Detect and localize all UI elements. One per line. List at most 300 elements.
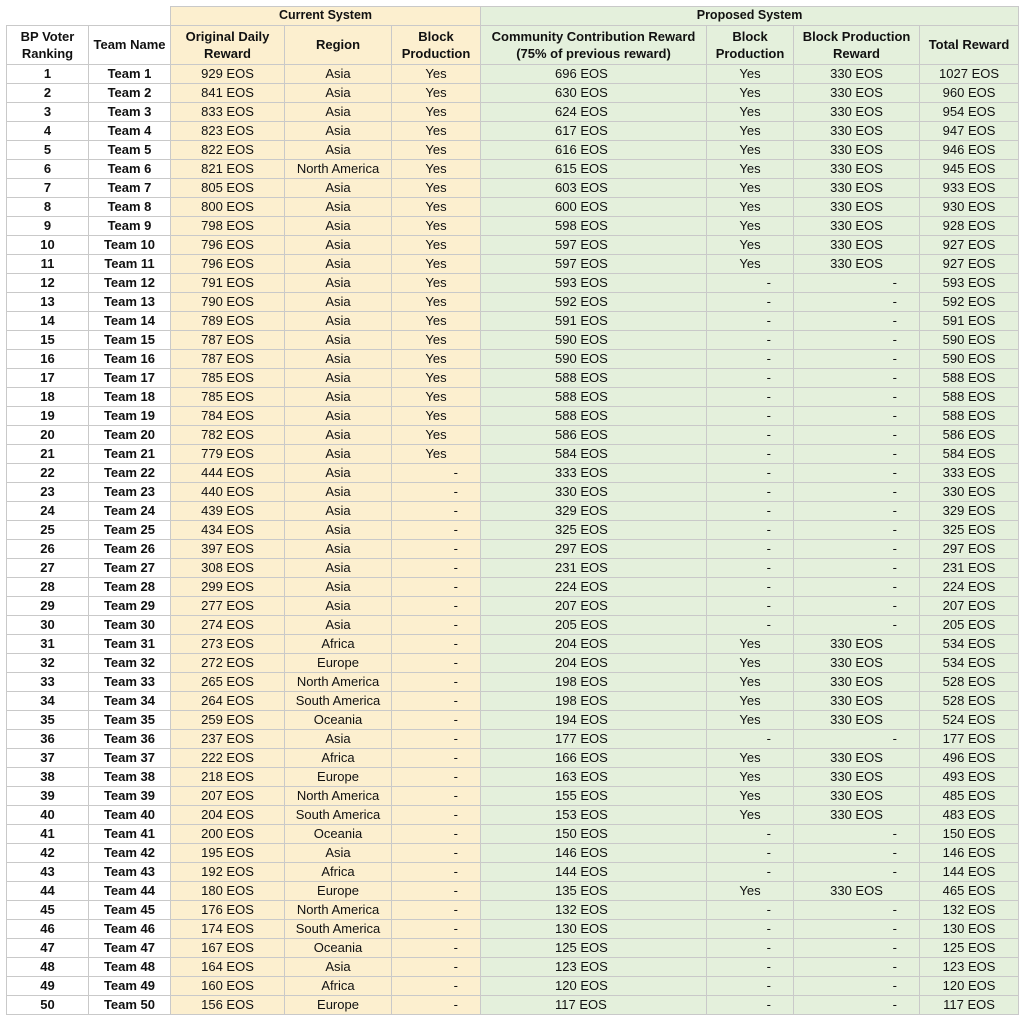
table-row — [7, 862, 1019, 881]
team-name-cell: Team 39 — [89, 786, 171, 805]
community-reward-cell: 204 EOS — [481, 653, 707, 672]
table-row — [7, 64, 1019, 83]
table-row — [7, 748, 1019, 767]
community-reward-cell: 624 EOS — [481, 102, 707, 121]
proposed-block-production-cell: - — [707, 520, 794, 539]
proposed-block-production-cell: Yes — [707, 786, 794, 805]
ranking-cell: 46 — [7, 919, 89, 938]
table-row — [7, 482, 1019, 501]
block-production-reward-header: Block Production Reward — [794, 25, 920, 64]
ranking-cell: 35 — [7, 710, 89, 729]
table-row — [7, 691, 1019, 710]
current-block-production-cell: Yes — [392, 444, 481, 463]
team-name-cell: Team 4 — [89, 121, 171, 140]
ranking-cell: 15 — [7, 330, 89, 349]
team-name-cell: Team 24 — [89, 501, 171, 520]
proposed-block-production-cell: - — [707, 292, 794, 311]
proposed-block-production-cell: Yes — [707, 197, 794, 216]
community-reward-cell: 163 EOS — [481, 767, 707, 786]
community-reward-cell: 588 EOS — [481, 406, 707, 425]
original-reward-cell: 207 EOS — [171, 786, 285, 805]
block-production-reward-cell: - — [794, 615, 920, 634]
ranking-cell: 41 — [7, 824, 89, 843]
total-reward-cell: 120 EOS — [920, 976, 1019, 995]
block-production-reward-cell: - — [794, 976, 920, 995]
block-production-reward-cell: - — [794, 843, 920, 862]
original-reward-cell: 277 EOS — [171, 596, 285, 615]
proposed-block-production-cell: Yes — [707, 102, 794, 121]
proposed-block-production-cell: - — [707, 558, 794, 577]
proposed-block-production-cell: Yes — [707, 748, 794, 767]
block-production-reward-cell: - — [794, 995, 920, 1014]
block-production-reward-cell: - — [794, 596, 920, 615]
community-reward-cell: 330 EOS — [481, 482, 707, 501]
region-cell: South America — [285, 805, 392, 824]
community-reward-cell: 588 EOS — [481, 387, 707, 406]
proposed-block-production-cell: Yes — [707, 767, 794, 786]
table-body — [7, 64, 1019, 1014]
community-reward-cell: 146 EOS — [481, 843, 707, 862]
original-reward-cell: 264 EOS — [171, 691, 285, 710]
team-name-cell: Team 43 — [89, 862, 171, 881]
group-header-row — [7, 7, 1019, 26]
region-cell: Asia — [285, 577, 392, 596]
original-reward-cell: 440 EOS — [171, 482, 285, 501]
team-name-cell: Team 50 — [89, 995, 171, 1014]
current-block-production-cell: Yes — [392, 330, 481, 349]
region-cell: Asia — [285, 140, 392, 159]
table-row — [7, 520, 1019, 539]
region-cell: Asia — [285, 311, 392, 330]
current-block-production-cell: - — [392, 691, 481, 710]
block-production-reward-cell: - — [794, 444, 920, 463]
block-production-reward-cell: 330 EOS — [794, 881, 920, 900]
current-block-production-cell: - — [392, 634, 481, 653]
team-name-cell: Team 47 — [89, 938, 171, 957]
total-reward-cell: 333 EOS — [920, 463, 1019, 482]
block-production-reward-cell: - — [794, 482, 920, 501]
original-reward-cell: 265 EOS — [171, 672, 285, 691]
proposed-system-header: Proposed System — [481, 7, 1019, 26]
team-name-cell: Team 45 — [89, 900, 171, 919]
region-cell: Asia — [285, 216, 392, 235]
team-name-cell: Team 17 — [89, 368, 171, 387]
team-name-cell: Team 33 — [89, 672, 171, 691]
community-reward-cell: 597 EOS — [481, 235, 707, 254]
team-name-cell: Team 49 — [89, 976, 171, 995]
table-row — [7, 824, 1019, 843]
current-block-production-cell: - — [392, 995, 481, 1014]
total-reward-cell: 590 EOS — [920, 330, 1019, 349]
community-reward-header: Community Contribution Reward (75% of previous reward) — [481, 25, 707, 64]
proposed-block-production-cell: Yes — [707, 691, 794, 710]
community-reward-cell: 166 EOS — [481, 748, 707, 767]
ranking-cell: 31 — [7, 634, 89, 653]
region-cell: Asia — [285, 64, 392, 83]
community-reward-cell: 588 EOS — [481, 368, 707, 387]
original-reward-cell: 805 EOS — [171, 178, 285, 197]
current-block-production-cell: - — [392, 900, 481, 919]
block-production-reward-cell: - — [794, 729, 920, 748]
original-reward-cell: 798 EOS — [171, 216, 285, 235]
proposed-block-production-cell: - — [707, 311, 794, 330]
total-reward-cell: 117 EOS — [920, 995, 1019, 1014]
table-row — [7, 938, 1019, 957]
original-reward-cell: 237 EOS — [171, 729, 285, 748]
region-cell: Asia — [285, 273, 392, 292]
ranking-cell: 14 — [7, 311, 89, 330]
block-production-reward-cell: - — [794, 957, 920, 976]
total-reward-cell: 132 EOS — [920, 900, 1019, 919]
community-reward-cell: 130 EOS — [481, 919, 707, 938]
ranking-cell: 20 — [7, 425, 89, 444]
proposed-block-production-cell: Yes — [707, 121, 794, 140]
region-cell: Oceania — [285, 824, 392, 843]
community-reward-cell: 617 EOS — [481, 121, 707, 140]
region-cell: Asia — [285, 387, 392, 406]
current-system-header: Current System — [171, 7, 481, 26]
table-row — [7, 729, 1019, 748]
current-block-production-cell: - — [392, 596, 481, 615]
current-block-production-cell: Yes — [392, 349, 481, 368]
proposed-block-production-cell: - — [707, 995, 794, 1014]
community-reward-cell: 591 EOS — [481, 311, 707, 330]
team-name-cell: Team 12 — [89, 273, 171, 292]
community-reward-cell: 204 EOS — [481, 634, 707, 653]
total-reward-cell: 496 EOS — [920, 748, 1019, 767]
total-reward-cell: 927 EOS — [920, 235, 1019, 254]
total-reward-cell: 483 EOS — [920, 805, 1019, 824]
proposed-block-production-cell: - — [707, 615, 794, 634]
current-block-production-cell: - — [392, 805, 481, 824]
proposed-block-production-header: Block Production — [707, 25, 794, 64]
ranking-cell: 3 — [7, 102, 89, 121]
ranking-cell: 33 — [7, 672, 89, 691]
current-block-production-cell: Yes — [392, 311, 481, 330]
table-row — [7, 349, 1019, 368]
ranking-cell: 29 — [7, 596, 89, 615]
proposed-block-production-cell: - — [707, 501, 794, 520]
current-block-production-cell: Yes — [392, 216, 481, 235]
region-cell: Asia — [285, 444, 392, 463]
proposed-block-production-cell: - — [707, 900, 794, 919]
original-reward-cell: 160 EOS — [171, 976, 285, 995]
ranking-cell: 17 — [7, 368, 89, 387]
community-reward-cell: 144 EOS — [481, 862, 707, 881]
total-reward-cell: 528 EOS — [920, 672, 1019, 691]
community-reward-cell: 207 EOS — [481, 596, 707, 615]
ranking-cell: 42 — [7, 843, 89, 862]
total-reward-cell: 928 EOS — [920, 216, 1019, 235]
team-name-cell: Team 27 — [89, 558, 171, 577]
table-row — [7, 387, 1019, 406]
ranking-cell: 28 — [7, 577, 89, 596]
ranking-cell: 11 — [7, 254, 89, 273]
table-row — [7, 995, 1019, 1014]
original-reward-cell: 796 EOS — [171, 235, 285, 254]
table-row — [7, 634, 1019, 653]
table-row — [7, 710, 1019, 729]
table-row — [7, 596, 1019, 615]
original-reward-cell: 782 EOS — [171, 425, 285, 444]
block-production-reward-cell: - — [794, 558, 920, 577]
current-block-production-cell: Yes — [392, 197, 481, 216]
block-production-reward-cell: - — [794, 862, 920, 881]
proposed-block-production-cell: - — [707, 824, 794, 843]
current-block-production-cell: - — [392, 748, 481, 767]
region-cell: Asia — [285, 425, 392, 444]
ranking-cell: 38 — [7, 767, 89, 786]
region-cell: Asia — [285, 102, 392, 121]
region-cell: Asia — [285, 197, 392, 216]
total-reward-cell: 207 EOS — [920, 596, 1019, 615]
team-name-cell: Team 37 — [89, 748, 171, 767]
current-block-production-cell: - — [392, 786, 481, 805]
table-row — [7, 273, 1019, 292]
team-name-cell: Team 15 — [89, 330, 171, 349]
ranking-cell: 10 — [7, 235, 89, 254]
ranking-header: BP Voter Ranking — [7, 25, 89, 64]
community-reward-cell: 125 EOS — [481, 938, 707, 957]
community-reward-cell: 135 EOS — [481, 881, 707, 900]
community-reward-cell: 117 EOS — [481, 995, 707, 1014]
ranking-cell: 6 — [7, 159, 89, 178]
proposed-block-production-cell: - — [707, 577, 794, 596]
region-cell: North America — [285, 159, 392, 178]
team-name-cell: Team 16 — [89, 349, 171, 368]
proposed-block-production-cell: - — [707, 843, 794, 862]
block-production-reward-cell: - — [794, 292, 920, 311]
team-name-cell: Team 13 — [89, 292, 171, 311]
current-block-production-cell: - — [392, 615, 481, 634]
ranking-cell: 37 — [7, 748, 89, 767]
table-row — [7, 615, 1019, 634]
block-production-reward-cell: - — [794, 368, 920, 387]
region-header: Region — [285, 25, 392, 64]
team-name-cell: Team 32 — [89, 653, 171, 672]
ranking-cell: 32 — [7, 653, 89, 672]
total-reward-cell: 534 EOS — [920, 634, 1019, 653]
ranking-cell: 9 — [7, 216, 89, 235]
block-production-reward-cell: - — [794, 919, 920, 938]
current-block-production-cell: Yes — [392, 368, 481, 387]
proposed-block-production-cell: Yes — [707, 159, 794, 178]
original-reward-header: Original Daily Reward — [171, 25, 285, 64]
block-production-reward-cell: - — [794, 311, 920, 330]
proposed-block-production-cell: - — [707, 596, 794, 615]
current-block-production-cell: - — [392, 558, 481, 577]
proposed-block-production-cell: Yes — [707, 235, 794, 254]
team-name-header: Team Name — [89, 25, 171, 64]
original-reward-cell: 299 EOS — [171, 577, 285, 596]
table-row — [7, 121, 1019, 140]
original-reward-cell: 176 EOS — [171, 900, 285, 919]
original-reward-cell: 791 EOS — [171, 273, 285, 292]
team-name-cell: Team 7 — [89, 178, 171, 197]
ranking-cell: 19 — [7, 406, 89, 425]
current-block-production-cell: Yes — [392, 121, 481, 140]
current-block-production-cell: - — [392, 843, 481, 862]
total-reward-cell: 593 EOS — [920, 273, 1019, 292]
table-row — [7, 653, 1019, 672]
total-reward-cell: 231 EOS — [920, 558, 1019, 577]
community-reward-cell: 593 EOS — [481, 273, 707, 292]
region-cell: Asia — [285, 843, 392, 862]
region-cell: South America — [285, 919, 392, 938]
team-name-cell: Team 29 — [89, 596, 171, 615]
reward-comparison-table — [6, 6, 1019, 1015]
table-row — [7, 292, 1019, 311]
region-cell: Asia — [285, 235, 392, 254]
team-name-cell: Team 11 — [89, 254, 171, 273]
region-cell: Asia — [285, 957, 392, 976]
original-reward-cell: 156 EOS — [171, 995, 285, 1014]
current-block-production-header: Block Production — [392, 25, 481, 64]
block-production-reward-cell: 330 EOS — [794, 805, 920, 824]
proposed-block-production-cell: Yes — [707, 64, 794, 83]
proposed-block-production-cell: - — [707, 482, 794, 501]
original-reward-cell: 200 EOS — [171, 824, 285, 843]
community-reward-cell: 600 EOS — [481, 197, 707, 216]
current-block-production-cell: - — [392, 710, 481, 729]
original-reward-cell: 167 EOS — [171, 938, 285, 957]
blank-corner — [7, 7, 171, 26]
proposed-block-production-cell: - — [707, 729, 794, 748]
community-reward-cell: 177 EOS — [481, 729, 707, 748]
block-production-reward-cell: - — [794, 349, 920, 368]
region-cell: Africa — [285, 862, 392, 881]
current-block-production-cell: - — [392, 653, 481, 672]
ranking-cell: 7 — [7, 178, 89, 197]
team-name-cell: Team 41 — [89, 824, 171, 843]
community-reward-cell: 598 EOS — [481, 216, 707, 235]
community-reward-cell: 586 EOS — [481, 425, 707, 444]
total-reward-cell: 125 EOS — [920, 938, 1019, 957]
original-reward-cell: 784 EOS — [171, 406, 285, 425]
column-header-row — [7, 25, 1019, 64]
current-block-production-cell: - — [392, 862, 481, 881]
total-reward-cell: 224 EOS — [920, 577, 1019, 596]
community-reward-cell: 153 EOS — [481, 805, 707, 824]
block-production-reward-cell: 330 EOS — [794, 786, 920, 805]
ranking-cell: 1 — [7, 64, 89, 83]
region-cell: Asia — [285, 482, 392, 501]
team-name-cell: Team 2 — [89, 83, 171, 102]
current-block-production-cell: - — [392, 957, 481, 976]
ranking-cell: 4 — [7, 121, 89, 140]
proposed-block-production-cell: - — [707, 368, 794, 387]
original-reward-cell: 259 EOS — [171, 710, 285, 729]
community-reward-cell: 224 EOS — [481, 577, 707, 596]
ranking-cell: 30 — [7, 615, 89, 634]
block-production-reward-cell: - — [794, 539, 920, 558]
total-reward-cell: 584 EOS — [920, 444, 1019, 463]
current-block-production-cell: Yes — [392, 140, 481, 159]
ranking-cell: 22 — [7, 463, 89, 482]
original-reward-cell: 274 EOS — [171, 615, 285, 634]
original-reward-cell: 796 EOS — [171, 254, 285, 273]
current-block-production-cell: Yes — [392, 425, 481, 444]
total-reward-cell: 592 EOS — [920, 292, 1019, 311]
table-row — [7, 881, 1019, 900]
current-block-production-cell: - — [392, 938, 481, 957]
original-reward-cell: 180 EOS — [171, 881, 285, 900]
region-cell: Asia — [285, 349, 392, 368]
community-reward-cell: 630 EOS — [481, 83, 707, 102]
ranking-cell: 34 — [7, 691, 89, 710]
total-reward-cell: 586 EOS — [920, 425, 1019, 444]
region-cell: North America — [285, 672, 392, 691]
ranking-cell: 21 — [7, 444, 89, 463]
community-reward-cell: 597 EOS — [481, 254, 707, 273]
proposed-block-production-cell: - — [707, 463, 794, 482]
ranking-cell: 36 — [7, 729, 89, 748]
ranking-cell: 2 — [7, 83, 89, 102]
community-reward-cell: 194 EOS — [481, 710, 707, 729]
block-production-reward-cell: - — [794, 501, 920, 520]
original-reward-cell: 434 EOS — [171, 520, 285, 539]
total-reward-cell: 591 EOS — [920, 311, 1019, 330]
table-row — [7, 919, 1019, 938]
proposed-block-production-cell: - — [707, 976, 794, 995]
community-reward-cell: 615 EOS — [481, 159, 707, 178]
original-reward-cell: 439 EOS — [171, 501, 285, 520]
proposed-block-production-cell: - — [707, 444, 794, 463]
total-reward-cell: 588 EOS — [920, 368, 1019, 387]
team-name-cell: Team 5 — [89, 140, 171, 159]
team-name-cell: Team 19 — [89, 406, 171, 425]
ranking-cell: 24 — [7, 501, 89, 520]
ranking-cell: 12 — [7, 273, 89, 292]
current-block-production-cell: Yes — [392, 254, 481, 273]
block-production-reward-cell: 330 EOS — [794, 64, 920, 83]
original-reward-cell: 822 EOS — [171, 140, 285, 159]
region-cell: Asia — [285, 615, 392, 634]
total-reward-cell: 144 EOS — [920, 862, 1019, 881]
team-name-cell: Team 38 — [89, 767, 171, 786]
table-row — [7, 83, 1019, 102]
original-reward-cell: 222 EOS — [171, 748, 285, 767]
region-cell: Asia — [285, 121, 392, 140]
total-reward-cell: 123 EOS — [920, 957, 1019, 976]
ranking-cell: 40 — [7, 805, 89, 824]
block-production-reward-cell: - — [794, 387, 920, 406]
proposed-block-production-cell: Yes — [707, 653, 794, 672]
team-name-cell: Team 35 — [89, 710, 171, 729]
current-block-production-cell: - — [392, 767, 481, 786]
total-reward-cell: 524 EOS — [920, 710, 1019, 729]
team-name-cell: Team 22 — [89, 463, 171, 482]
current-block-production-cell: - — [392, 824, 481, 843]
table-row — [7, 539, 1019, 558]
current-block-production-cell: Yes — [392, 273, 481, 292]
total-reward-header: Total Reward — [920, 25, 1019, 64]
block-production-reward-cell: 330 EOS — [794, 83, 920, 102]
community-reward-cell: 325 EOS — [481, 520, 707, 539]
original-reward-cell: 800 EOS — [171, 197, 285, 216]
region-cell: Asia — [285, 292, 392, 311]
current-block-production-cell: Yes — [392, 406, 481, 425]
current-block-production-cell: - — [392, 501, 481, 520]
ranking-cell: 26 — [7, 539, 89, 558]
table-row — [7, 178, 1019, 197]
ranking-cell: 50 — [7, 995, 89, 1014]
current-block-production-cell: Yes — [392, 292, 481, 311]
original-reward-cell: 174 EOS — [171, 919, 285, 938]
community-reward-cell: 616 EOS — [481, 140, 707, 159]
proposed-block-production-cell: Yes — [707, 881, 794, 900]
proposed-block-production-cell: Yes — [707, 634, 794, 653]
